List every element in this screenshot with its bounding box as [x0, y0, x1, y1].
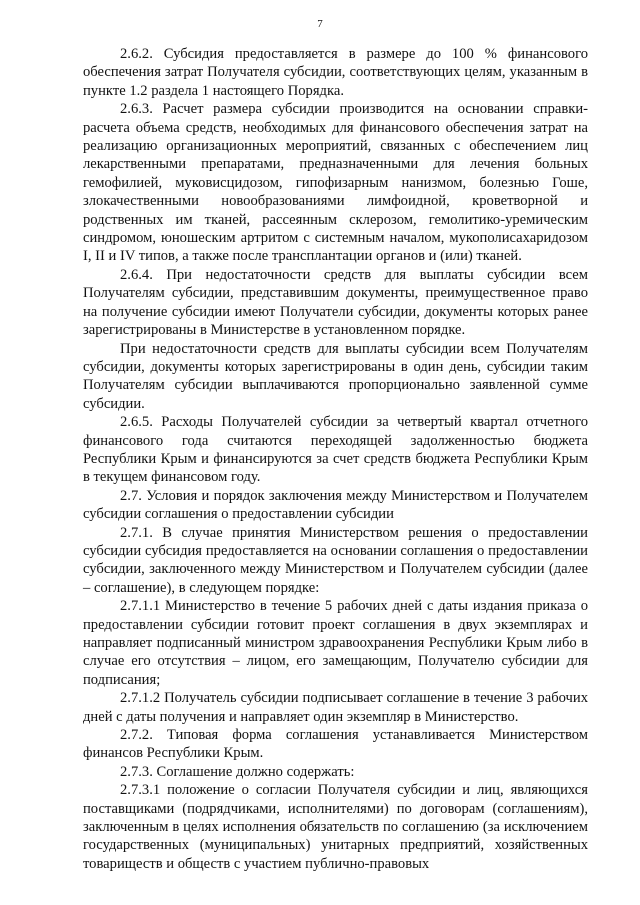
paragraph-2-6-4: 2.6.4. При недостаточности средств для выплаты субсидии всем Получателям субсидии, представившим документы, преимущественное право на получение субсидии имеют Получатели субсидии, документы которых ранее зарегистрированы в Министерстве в установленном порядке.: [83, 266, 588, 339]
paragraph-2-7-3: 2.7.3. Соглашение должно содержать:: [120, 763, 355, 780]
paragraph-2-6-2: 2.6.2. Субсидия предоставляется в размере до 100 % финансового обеспечения затрат Получателя субсидии, соответствующих целям, указанным в пункте 1.2 раздела 1 настоящего Порядка.: [83, 46, 588, 99]
paragraph-2-7-1-2: 2.7.1.2 Получатель субсидии подписывает соглашение в течение 3 рабочих дней с даты получения и направляет один экземпляр в Министерство.: [83, 690, 588, 725]
paragraph-2-6-3: 2.6.3. Расчет размера субсидии производится на основании справки-расчета объема средств, необходимых для финансового обеспечения затрат на реализацию организационных мероприятий, связанных с обеспечением лиц лекарственными препаратами, предназначенными для лечения больных гемофилией, муковисцидозом, гипофизарным нанизмом, болезнью Гоше, злокачественными новообразованиями лимфоидной, кроветворной и родственных им тканей, рассеянным склерозом, гемолитико-уремическим синдромом, юношеским артритом с системным началом, мукополисахаридозом I, II и IV типов, а также после трансплантации органов и (или) тканей.: [83, 101, 588, 265]
paragraph-2-6-5: 2.6.5. Расходы Получателей субсидии за четвертый квартал отчетного финансового года считаются переходящей задолженностью бюджета Республики Крым и финансируются за счет средств бюджета Республики Крым в текущем финансовом году.: [83, 414, 588, 486]
paragraph-insufficient-funds: При недостаточности средств для выплаты субсидии всем Получателям субсидии, документы которых зарегистрированы в один день, субсидии таким Получателям субсидии выплачиваются пропорционально заявленной сумме субсидии.: [83, 340, 588, 412]
paragraph-2-7: 2.7. Условия и порядок заключения между Министерством и Получателем субсидии соглашения о предоставлении субсидии: [83, 487, 588, 523]
paragraph-2-7-1-1: 2.7.1.1 Министерство в течение 5 рабочих дней с даты издания приказа о предоставлении субсидии готовит проект соглашения в двух экземплярах и направляет подписанный министром здравоохранения Республики Крым либо в случае его отсутствия – лицом, его замещающим, Получателю субсидии для подписания;: [83, 598, 588, 688]
paragraph-2-7-3-1: 2.7.3.1 положение о согласии Получателя субсидии и лиц, являющихся поставщиками (подрядчиками, исполнителями) по договорам (соглашениям), заключенным в целях исполнения обязательств по соглашению (за исключением государственных (муниципальных) унитарных предприятий, хозяйственных товариществ и обществ с участием публично-правовых: [83, 782, 588, 872]
paragraph-2-7-2: 2.7.2. Типовая форма соглашения устанавливается Министерством финансов Республики Крым.: [83, 727, 588, 762]
document-body: [83, 45, 588, 873]
paragraph-2-7-1: 2.7.1. В случае принятия Министерством решения о предоставлении субсидии субсидия предоставляется на основании соглашения о предоставлении субсидии, заключенного между Министерством и Получателем субсидии (далее – соглашение), в следующем порядке:: [83, 524, 588, 596]
page-number: 7: [317, 18, 323, 30]
